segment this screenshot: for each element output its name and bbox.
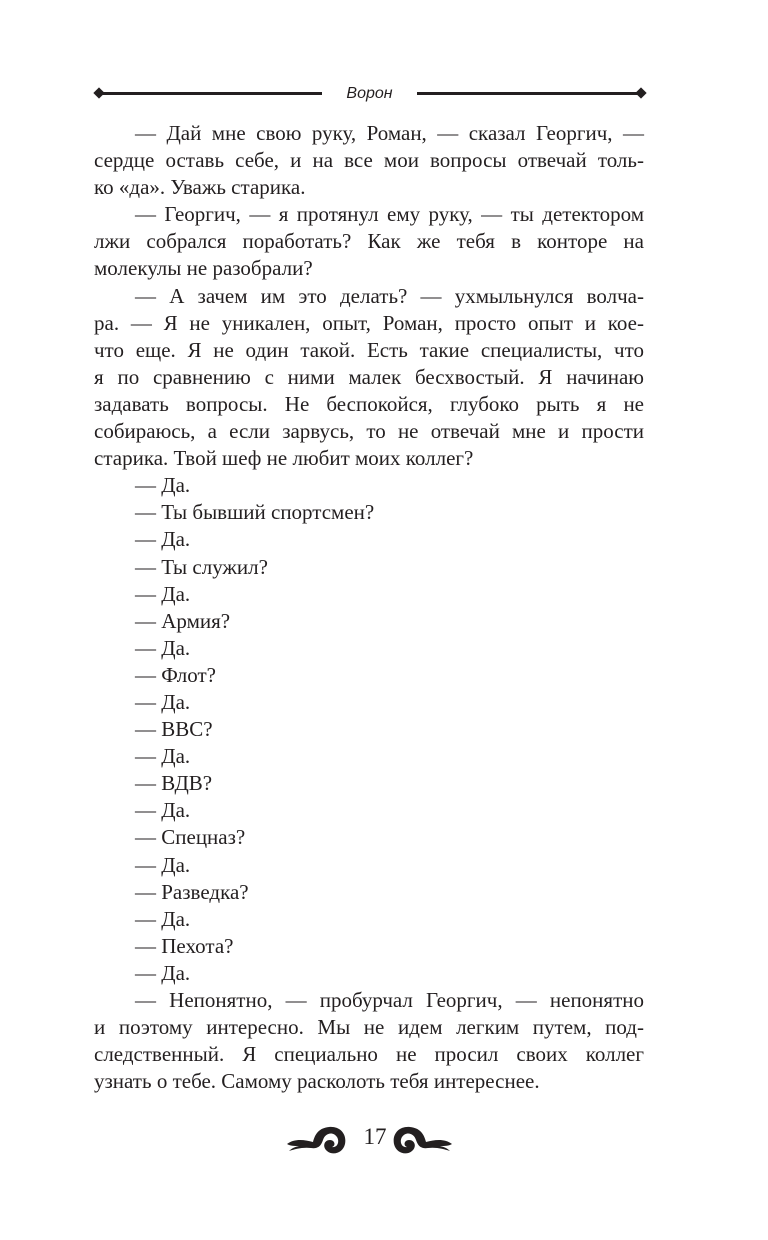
dialogue-line: — ВВС? xyxy=(135,717,213,742)
paragraph xyxy=(94,283,644,473)
dialogue-line: — Да. xyxy=(135,852,191,877)
dialogue-line: — Да. xyxy=(135,798,191,823)
dialogue-line: — Да. xyxy=(135,906,191,931)
text-line: что еще. Я не один такой. Есть такие специалисты, что xyxy=(94,337,644,362)
dialogue-line: — Флот? xyxy=(135,662,216,687)
dialogue-line: — Да. xyxy=(135,581,191,606)
text-line: сердце оставь себе, и на все мои вопросы отвечай толь- xyxy=(94,148,644,173)
dialogue-line: — Разведка? xyxy=(135,879,249,904)
text-line: ко «да». Уважь старика. xyxy=(94,175,306,200)
running-title: Ворон xyxy=(346,85,393,102)
dialogue-line: — Армия? xyxy=(135,608,231,633)
text-line: я по сравнению с ними малек бесхвостый. Я начинаю xyxy=(94,364,644,389)
dialogue-line: — Да. xyxy=(135,689,191,714)
dialogue-line: — ВДВ? xyxy=(135,771,213,796)
page-body xyxy=(94,120,644,1095)
dialogue-line: — Да. xyxy=(135,635,191,660)
text-line: узнать о тебе. Самому расколоть тебя интереснее. xyxy=(94,1069,540,1094)
text-line: старика. Твой шеф не любит моих коллег? xyxy=(94,446,474,471)
dialogue-line: — Ты служил? xyxy=(135,554,268,579)
text-line: и поэтому интересно. Мы не идем легким путем, под- xyxy=(94,1015,644,1040)
header-rule-right xyxy=(417,92,642,95)
dialogue-line: — Да. xyxy=(135,960,191,985)
dialogue-line: — Спецназ? xyxy=(135,825,246,850)
dialogue-block xyxy=(94,472,644,987)
paragraph xyxy=(94,120,644,201)
text-line: молекулы не разобрали? xyxy=(94,256,313,281)
page-number: 17 xyxy=(363,1124,387,1149)
paragraph xyxy=(94,201,644,282)
text-line: ра. — Я не уникален, опыт, Роман, просто опыт и кое- xyxy=(94,310,644,335)
dialogue-line: — Да. xyxy=(135,473,191,498)
dialogue-line: — Да. xyxy=(135,744,191,769)
dialogue-line: — Ты бывший спортсмен? xyxy=(135,500,375,525)
text-line: задавать вопросы. Не беспокойся, глубоко рыть я не xyxy=(94,391,644,416)
text-line: лжи собрался поработать? Как же тебя в конторе на xyxy=(94,229,644,254)
swirl-ornament-right-icon xyxy=(392,1124,454,1156)
diamond-ornament-icon xyxy=(635,87,646,98)
text-line: собираюсь, а если зарвусь, то не отвечай мне и прости xyxy=(94,419,644,444)
dialogue-line: — Пехота? xyxy=(135,933,234,958)
text-line: — Георгич, — я протянул ему руку, — ты детектором xyxy=(135,202,644,227)
text-line: — Непонятно, — пробурчал Георгич, — непонятно xyxy=(135,988,644,1012)
text-line: следственный. Я специально не просил своих коллег xyxy=(94,1042,644,1067)
swirl-ornament-left-icon xyxy=(285,1124,347,1156)
header-rule-left xyxy=(100,92,322,95)
running-header xyxy=(94,83,646,105)
text-line: — А зачем им это делать? — ухмыльнулся волча- xyxy=(135,283,644,308)
page-footer xyxy=(285,1120,485,1160)
paragraph xyxy=(94,987,644,1095)
dialogue-line: — Да. xyxy=(135,527,191,552)
text-line: — Дай мне свою руку, Роман, — сказал Георгич, — xyxy=(135,121,644,145)
